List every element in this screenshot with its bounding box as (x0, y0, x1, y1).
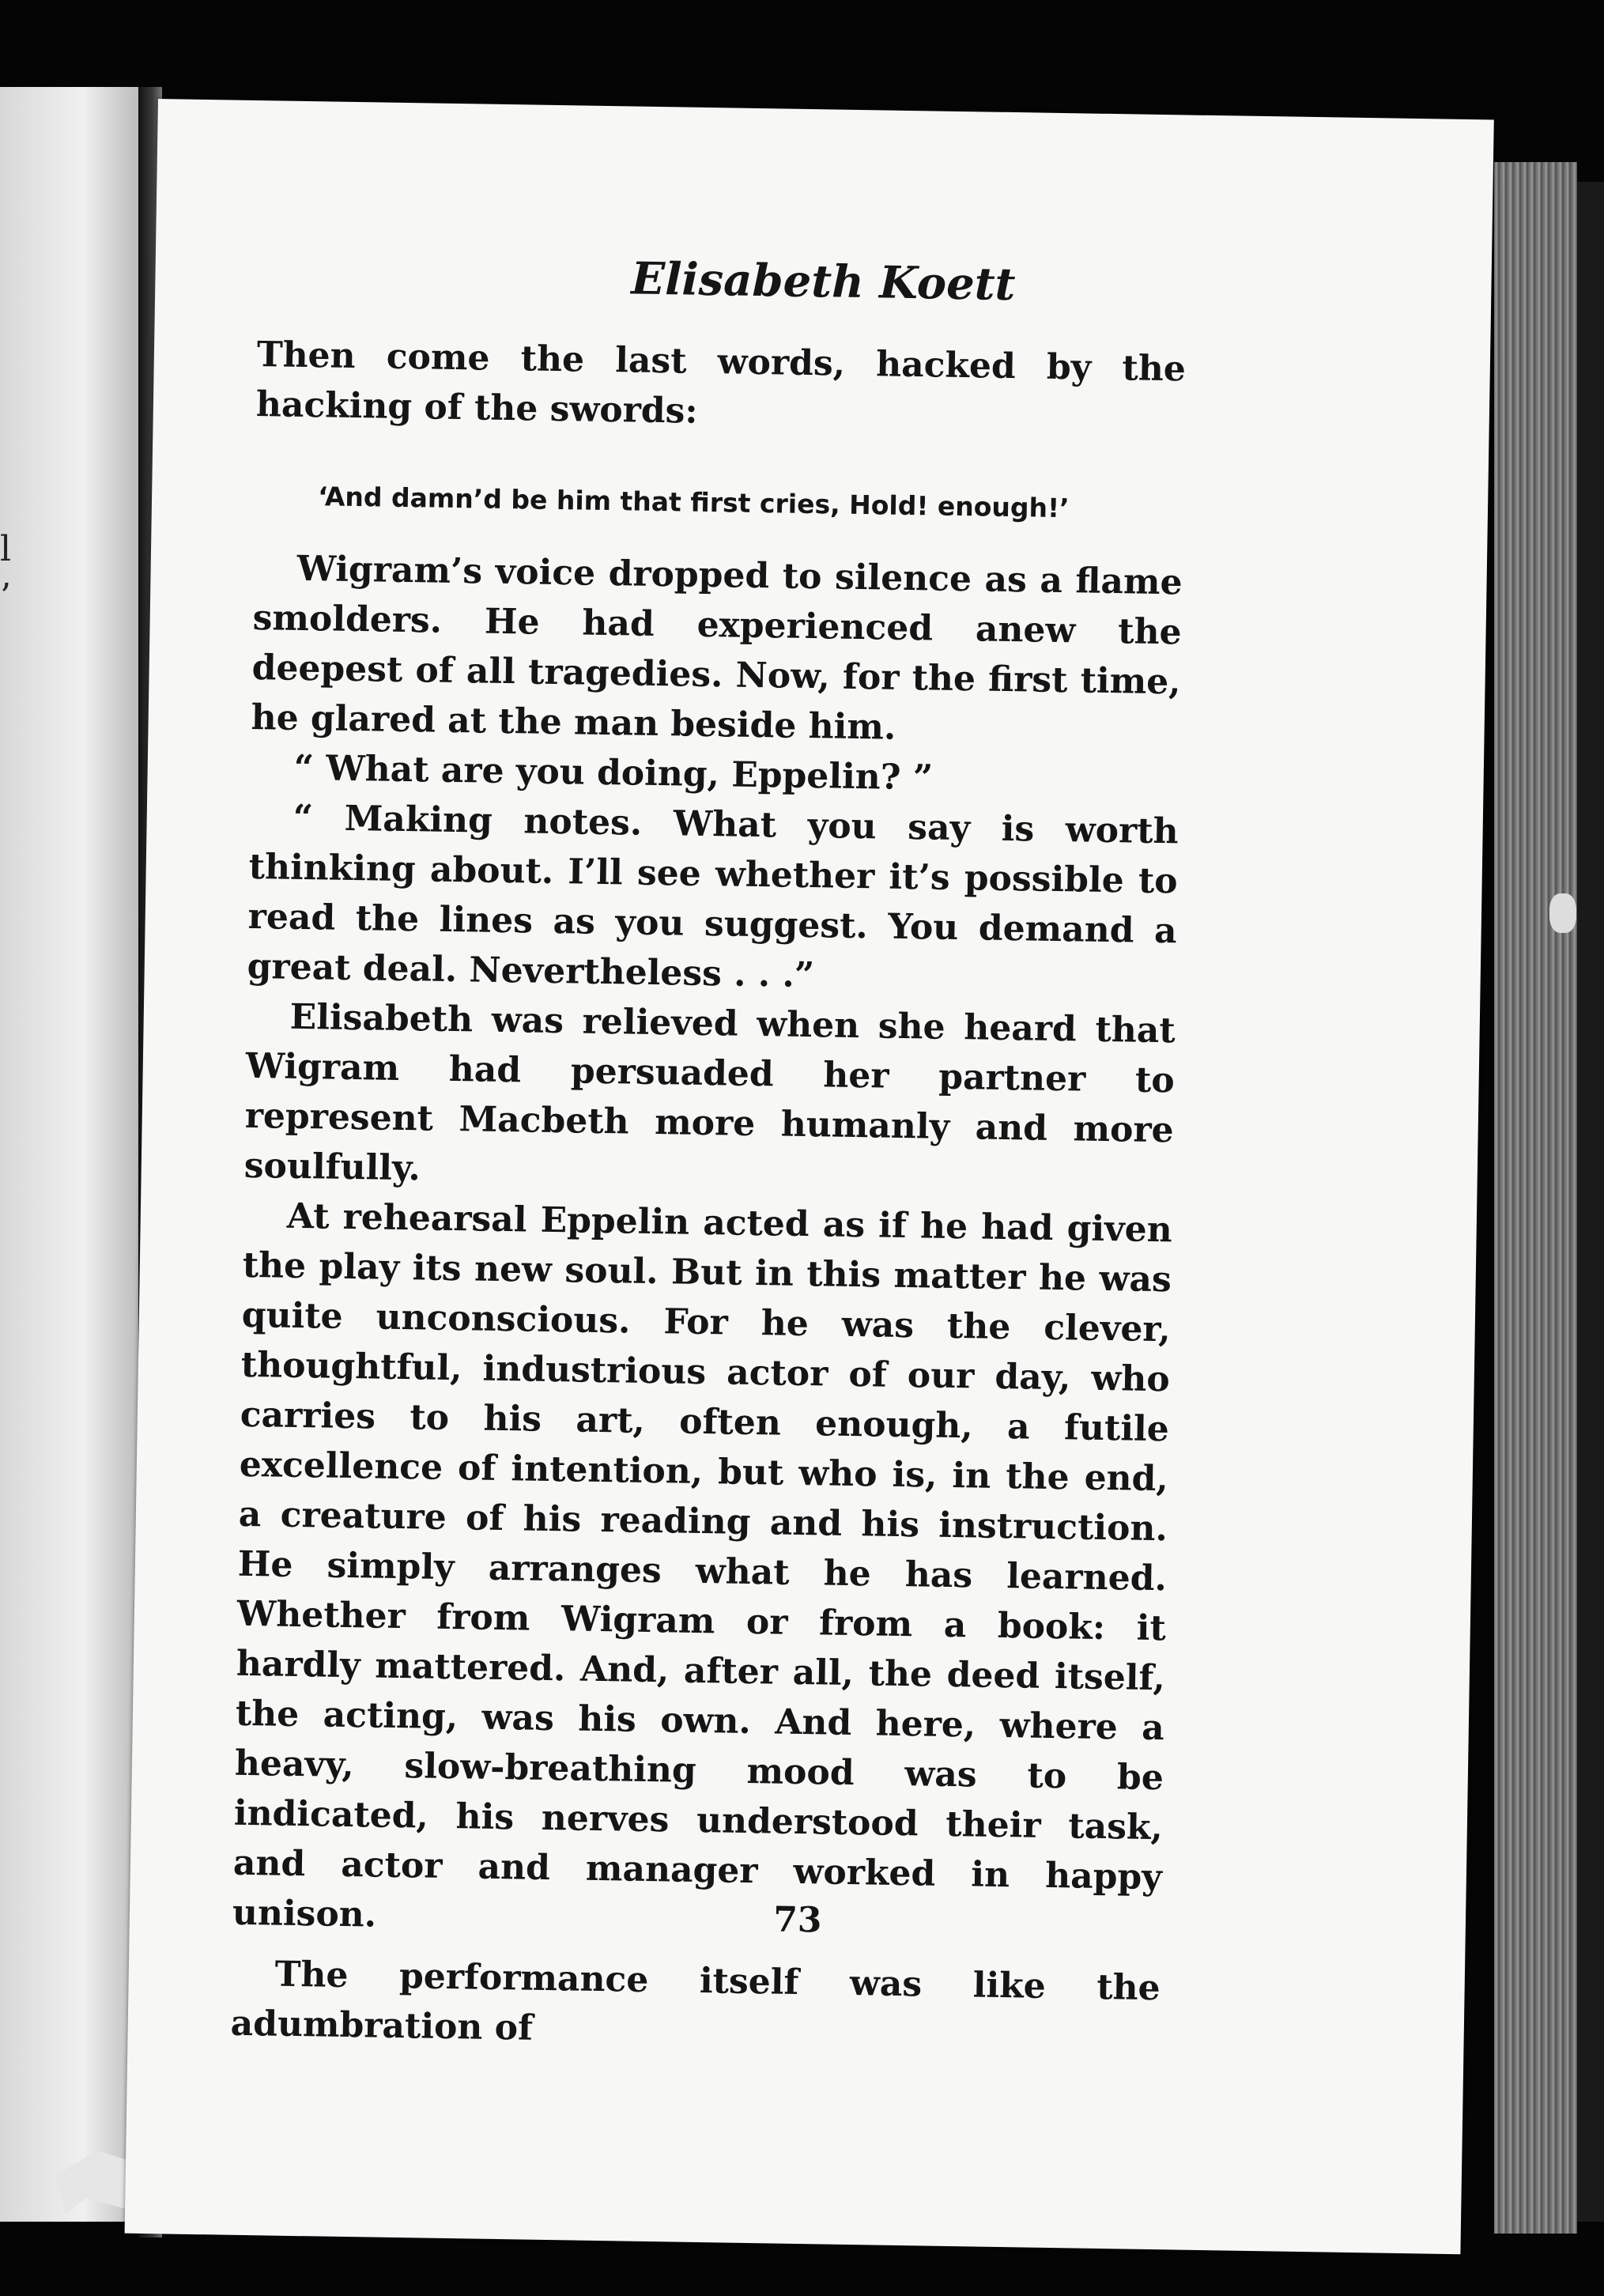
page-number: 73 (772, 1899, 822, 1941)
paragraph: At rehearsal Eppelin acted as if he had given the play its new soul. But in this matter he was quite unconscious. For he was the clever, thoughtful, industrious actor of our day, who carries to his art, often enough, a futile excellence of intention, but who is, in the end, a creature of his reading and his instruction. He simply arranges what he has learned. Whether from Wigram or from a book: it hardly mattered. And, after all, the deed itself, the acting, was his own. And here, where a heavy, slow-breathing mood was to be indicated, his nerves understood their task, and actor and manager worked in happy unison. (232, 1195, 1173, 1935)
paragraph: Then come the last words, hacked by the hacking of the swords: (255, 334, 1187, 432)
paragraph: Wigram’s voice dropped to silence as a flame smolders. He had experienced anew the deepest of all tragedies. Now, for the first time, he glared at the man beside him. (251, 548, 1183, 748)
page-stack-edge (1494, 162, 1577, 2234)
opening-paragraph (255, 330, 1186, 444)
quotation: ‘And damn’d be him that first cries, Hold! enough!’ (317, 481, 1070, 524)
facing-page-text-fragment: l (0, 529, 12, 569)
running-header: Elisabeth Koett (630, 252, 1016, 312)
paragraph: Elisabeth was relieved when she heard that Wigram had persuaded her partner to represent Macbeth more humanly and more soulfully. (243, 996, 1176, 1189)
book-page (125, 99, 1494, 2254)
paragraph: The performance itself was like the adumbration of (230, 1954, 1161, 2049)
smudge-mark (1549, 893, 1576, 933)
body-text (230, 543, 1183, 2063)
paragraph: “ What are you doing, Eppelin? ” (293, 747, 934, 799)
paragraph: “ Making notes. What you say is worth thinking about. I’ll see whether it’s possible to read the lines as you suggest. You demand a great deal. Nevertheless . . .” (247, 797, 1179, 996)
facing-page-edge (0, 87, 138, 2222)
book-cover-edge (1577, 182, 1604, 2222)
facing-page-text-fragment: ’ (0, 576, 11, 617)
